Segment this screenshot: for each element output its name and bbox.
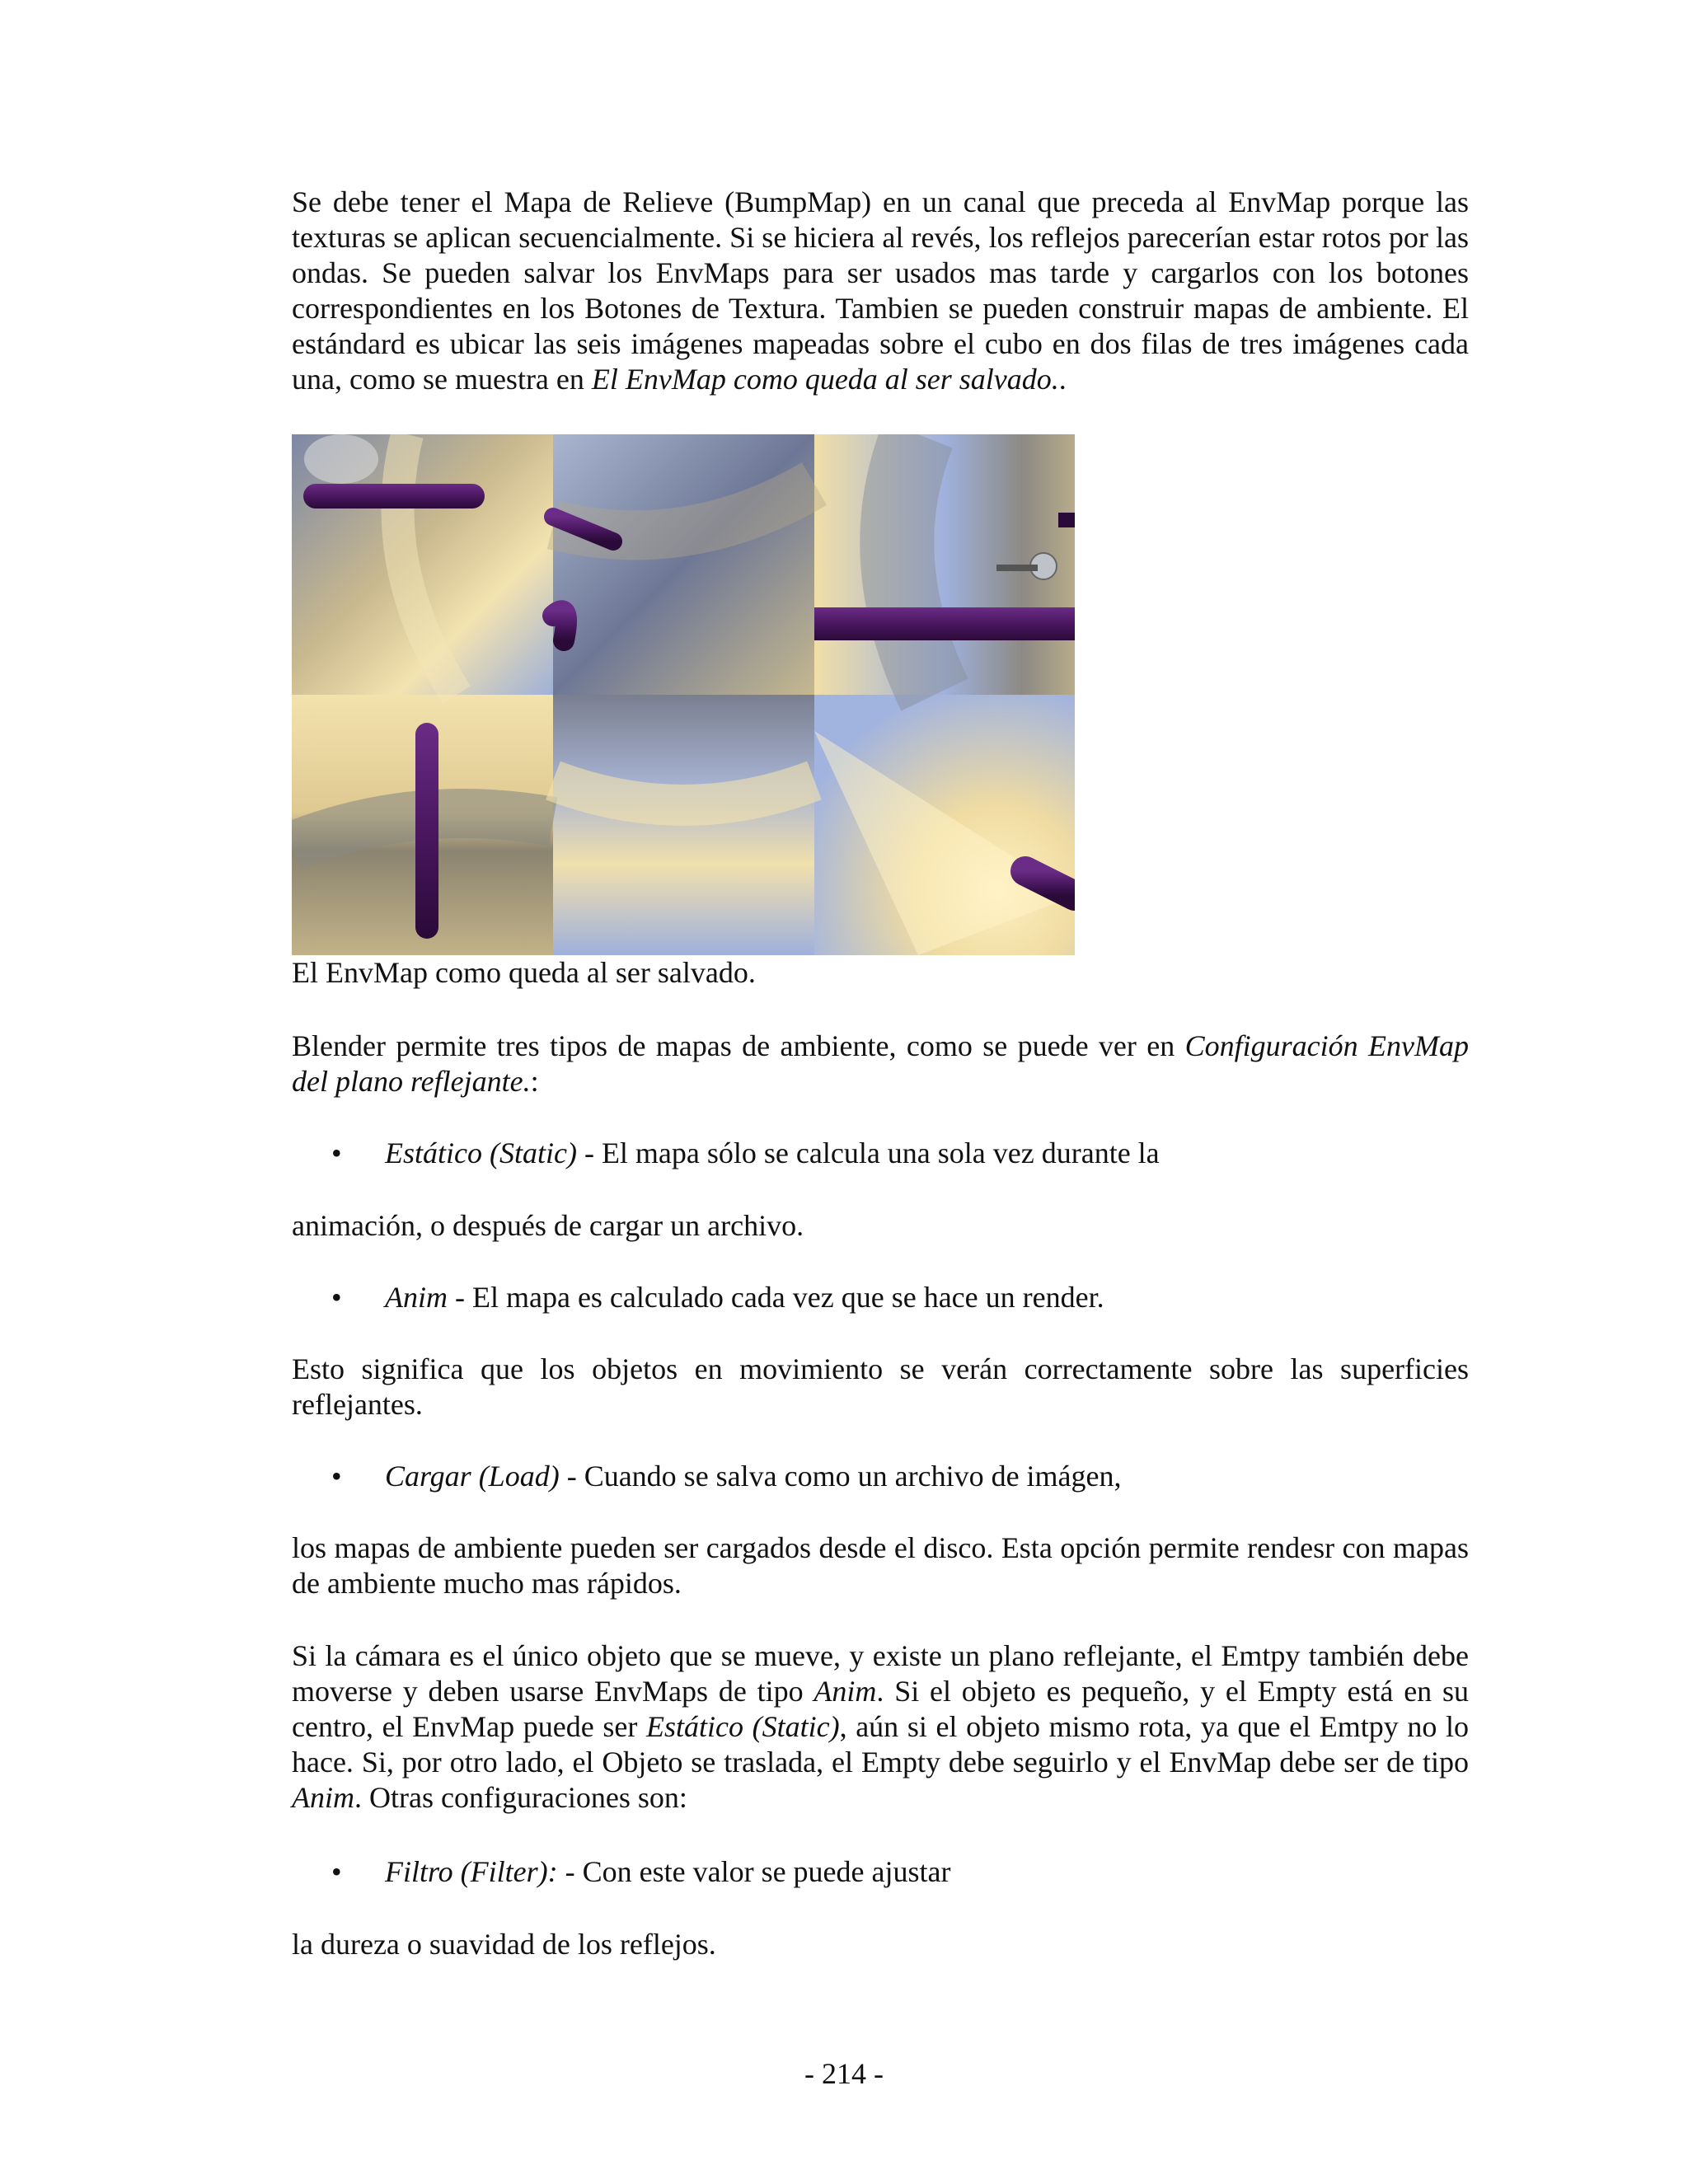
inline-term: Anim bbox=[292, 1781, 354, 1814]
paragraph-text: Se debe tener el Mapa de Relieve (BumpMap) en un canal que preceda al EnvMap porque las texturas se aplican secuencialmente. Si se hiciera al revés, los reflejos parecerían estar rotos por las ondas. Se pueden salvar los EnvMaps para ser usados mas tarde y cargarlos con los botones correspondientes en los Botones de Textura. Tambien se pueden construir mapas de ambiente. El estándard es ubicar las seis imágenes mapeadas sobre el cubo en dos filas de tres imágenes cada una, como se muestra en bbox=[292, 185, 1469, 396]
bullet-marker: • bbox=[331, 1137, 342, 1169]
figure-reference: El EnvMap como queda al ser salvado. bbox=[591, 363, 1059, 396]
list-item-text: - El mapa sólo se calcula una sola vez durante la bbox=[576, 1137, 1160, 1169]
paragraph-text: . bbox=[1058, 363, 1067, 396]
paragraph-bumpmap bbox=[292, 185, 1469, 397]
paragraph-load-continued: los mapas de ambiente pueden ser cargados desde el disco. Esta opción permite rendesr con mapas de ambiente mucho mas rápidos. bbox=[292, 1531, 1469, 1600]
envmap-tile-2 bbox=[553, 434, 814, 695]
inline-term: Anim bbox=[814, 1675, 877, 1708]
paragraph-text: : bbox=[530, 1065, 539, 1098]
torus-shape bbox=[415, 723, 438, 939]
bullet-marker: • bbox=[331, 1855, 342, 1888]
bullet-marker: • bbox=[331, 1460, 342, 1493]
paragraph-moving-objects: Esto significa que los objetos en movimiento se verán correctamente sobre las superficies reflejantes. bbox=[292, 1352, 1469, 1421]
list-item-term: Anim bbox=[385, 1281, 448, 1314]
torus-shape bbox=[814, 607, 1075, 640]
paragraph-filter-continued: la dureza o suavidad de los reflejos. bbox=[292, 1928, 716, 1961]
list-item-text: - Con este valor se puede ajustar bbox=[557, 1855, 951, 1888]
paragraph-text: , aún si el objeto mismo rota, ya que el Emtpy no lo hace. Si, por otro lado, el Objeto se traslada, el Empty debe seguirlo y el EnvMap debe ser de tipo bbox=[292, 1710, 1470, 1779]
list-item-term: Cargar (Load) bbox=[385, 1460, 560, 1493]
inline-term: Estático (Static) bbox=[646, 1710, 840, 1743]
torus-shape bbox=[553, 611, 566, 640]
paragraph-envmap-types bbox=[292, 1029, 1469, 1099]
list-item-term: Filtro (Filter): bbox=[385, 1855, 558, 1888]
paragraph-text: Blender permite tres tipos de mapas de ambiente, como se puede ver en bbox=[292, 1029, 1185, 1062]
paragraph-camera bbox=[292, 1638, 1469, 1816]
paragraph-text: Si la cámara es el único objeto que se mueve, y existe un plano reflejante, el Emtpy también debe moverse y deben usarse EnvMaps de tipo bbox=[292, 1639, 1469, 1708]
figure-reference: Configuración EnvMap del plano reflejante. bbox=[292, 1029, 1470, 1098]
list-item-term: Estático (Static) bbox=[385, 1137, 577, 1169]
page-number: - 214 - bbox=[804, 2057, 884, 2090]
paragraph-static-continued: animación, o después de cargar un archivo. bbox=[292, 1209, 804, 1242]
bullet-marker: • bbox=[331, 1281, 342, 1314]
figure-caption: El EnvMap como queda al ser salvado. bbox=[292, 956, 756, 989]
paragraph-text: . Si el objeto es pequeño, y el Empty está en su centro, el EnvMap puede ser bbox=[292, 1675, 1469, 1743]
envmap-figure bbox=[292, 434, 1075, 955]
paragraph-text: . Otras configuraciones son: bbox=[354, 1781, 687, 1814]
torus-shape bbox=[303, 484, 485, 509]
list-item-text: - El mapa es calculado cada vez que se hace un render. bbox=[448, 1281, 1104, 1314]
list-item-text: - Cuando se salva como un archivo de imágen, bbox=[559, 1460, 1122, 1493]
